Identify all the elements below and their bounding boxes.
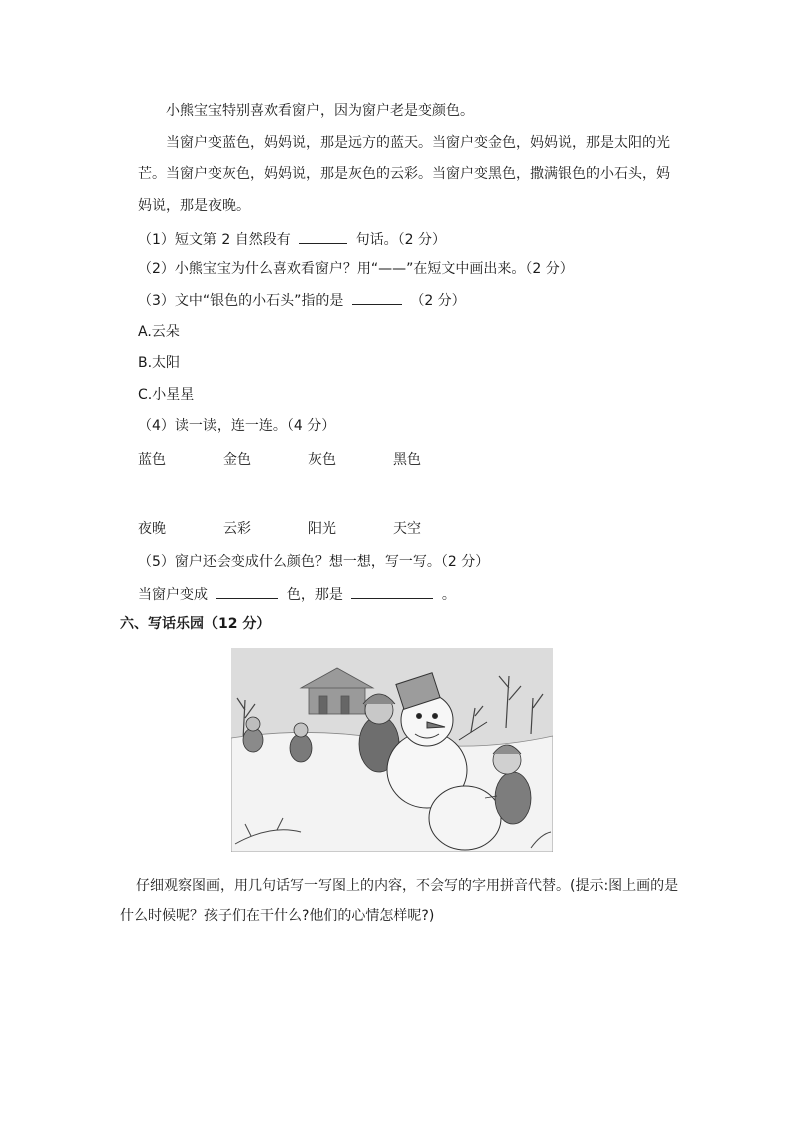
color-word[interactable]: 黑色 [393,452,421,468]
question-5: （5）窗户还会变成什么颜色？想一想，写一写。（2 分） [138,554,490,570]
question-5-fill [138,584,456,605]
question-3-blank[interactable] [352,290,402,305]
question-1 [138,229,446,250]
option-c: C.小星星 [138,387,195,403]
question-5-fill-text-c: 。 [441,587,456,603]
question-5-fill-text-b: 色，那是 [286,587,343,603]
question-1-blank[interactable] [299,229,347,244]
question-1-text-b: 句话。（2 分） [355,232,446,248]
question-4: （4）读一读，连一连。（4 分） [138,418,336,434]
color-word[interactable]: 金色 [223,452,251,468]
section-6-heading: 六、写话乐园（12 分） [120,616,271,632]
thing-word[interactable]: 云彩 [223,521,251,537]
question-5-blank-color[interactable] [216,584,278,599]
question-1-text-a: （1）短文第 2 自然段有 [138,232,291,248]
question-3-text-a: （3）文中“银色的小石头”指的是 [138,293,344,309]
writing-prompt-line1: 仔细观察图画，用几句话写一写图上的内容，不会写的字用拼音代替。(提示:图上画的是 [136,878,679,894]
question-3 [138,290,466,311]
question-5-fill-text-a: 当窗户变成 [138,587,208,603]
color-word[interactable]: 灰色 [308,452,336,468]
passage-p2-line3: 妈说，那是夜晚。 [138,198,250,214]
thing-word[interactable]: 天空 [393,521,421,537]
option-b: B.太阳 [138,355,181,371]
question-5-blank-thing[interactable] [351,584,433,599]
color-word[interactable]: 蓝色 [138,452,166,468]
passage-p2-line1: 当窗户变蓝色，妈妈说，那是远方的蓝天。当窗户变金色，妈妈说，那是太阳的光 [166,135,670,151]
option-a: A.云朵 [138,324,180,340]
thing-word[interactable]: 夜晚 [138,521,166,537]
writing-prompt-line2: 什么时候呢？孩子们在干什么?他们的心情怎样呢?) [120,908,435,924]
snowman-illustration [231,648,553,852]
question-2: （2）小熊宝宝为什么喜欢看窗户？用“——”在短文中画出来。（2 分） [138,261,574,277]
passage-p2-line2: 芒。当窗户变灰色，妈妈说，那是灰色的云彩。当窗户变黑色，撒满银色的小石头，妈 [138,166,670,182]
question-3-text-b: （2 分） [410,293,466,309]
passage-p1: 小熊宝宝特别喜欢看窗户，因为窗户老是变颜色。 [166,103,474,119]
thing-word[interactable]: 阳光 [308,521,336,537]
